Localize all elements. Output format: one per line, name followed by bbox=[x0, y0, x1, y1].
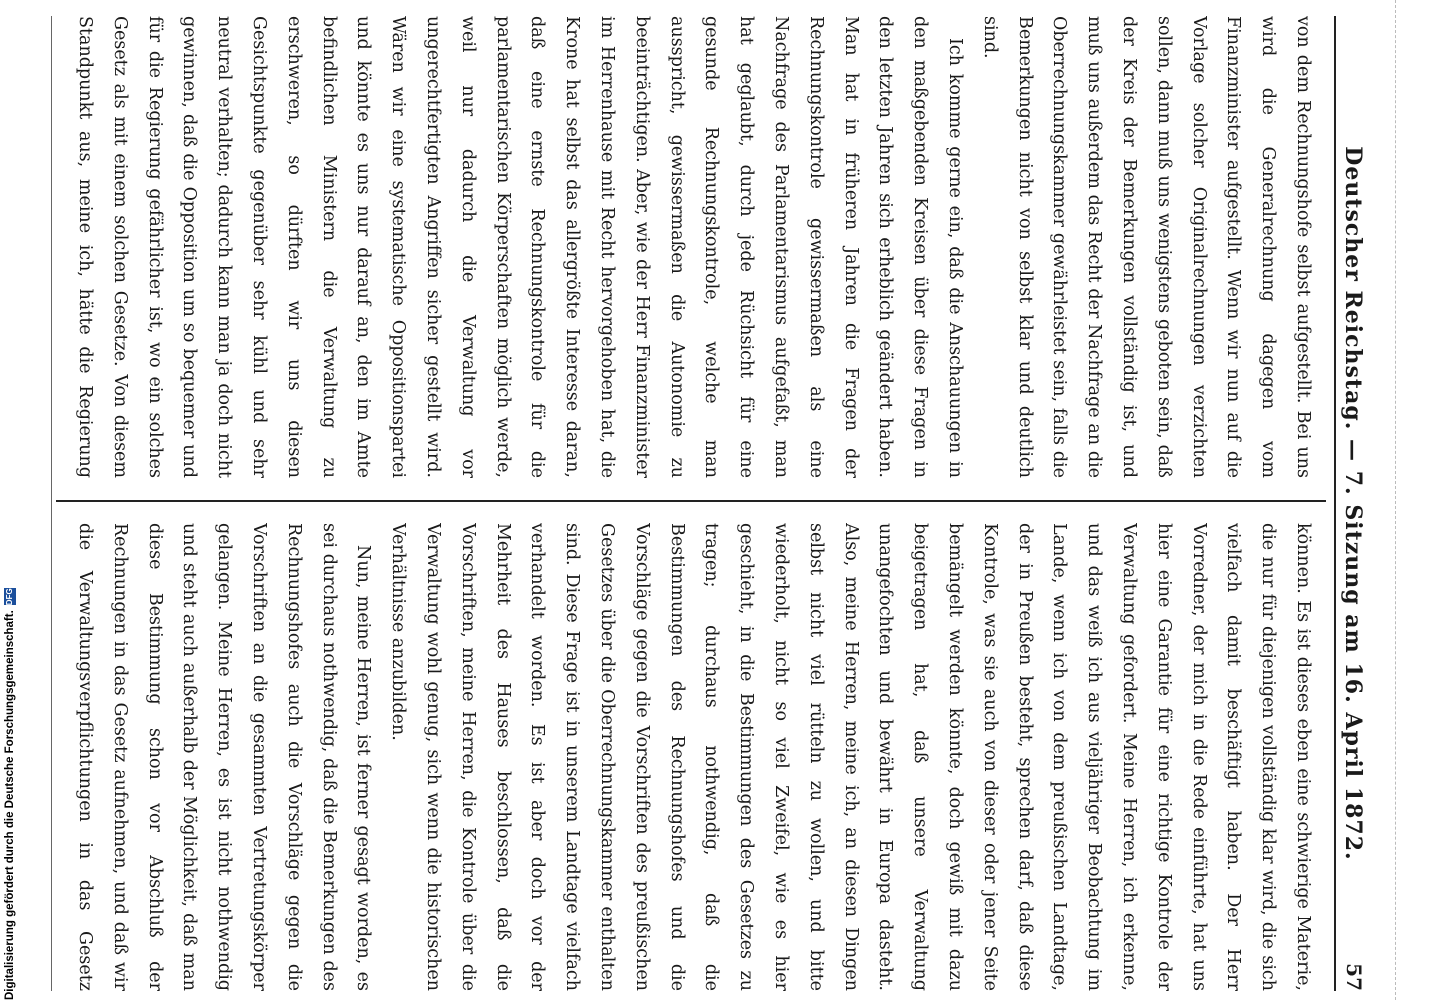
column-divider bbox=[56, 500, 1326, 502]
left-column bbox=[60, 16, 1320, 478]
dfg-logo-icon: DFG bbox=[5, 588, 14, 606]
right-paragraph-1: können. Es ist dieses eben eine schwierige Materie, die nur für diejenigen vollständig klar wird, die sich vielfach damit beschäftigt haben. Der Herr Vorredner, der mich in die Rede einführte, hat uns hier eine Garantie für eine richtige Kontrole der Verwaltung gefordert. Meine Herren, ich erkenne, und das weiß ich aus vieljähriger Beobachtung im Lande, wenn ich von dem preußischen Landtage, der in Preußen besteht, sprechen darf, daß diese Kontrole, was sie auch von dieser oder jener Seite bemängelt werden könnte, doch gewiß mit dazu beigetragen hat, daß unsere Verwaltung unangefochten und bewährt in Europa dasteht. Also, meine Herren, meine ich, an diesen Dingen selbst nicht viel rütteln zu wollen, und bitte wiederholt, nicht so viel Zweifel, wie es hier geschieht, in die Bestimmungen des Gesetzes zu tragen; durchaus nothwendig, daß die Bestimmungen des Rechnungshofes und die Vorschläge gegen die Vorschriften des preußischen Gesetzes über die Oberrechnungskammer enthalten sind. Diese Frage ist in unserem Landtage vielfach verhandelt worden. Es ist aber doch vor der Mehrheit des Hauses beschlossen, daß die Vorschriften, meine Herren, die Kontrole über die Verwaltung wohl genug, sich wenn die historischen Verhältnisse anzubilden. bbox=[388, 523, 1313, 991]
left-paragraph-1: von dem Rechnungshofe selbst aufgestellt. Bei uns wird die Generalrechnung dagegen vom Finanzminister aufgestellt. Wenn wir nun auf die Vorlage solcher Originalrechnungen verzichten sollen, dann muß uns wenigstens geboten sein, daß der Kreis der Bemerkungen vollständig ist, und muß uns außerdem das Recht der Nachfrage an die Oberrechnungskammer gewährleistet sein, falls die Bemerkungen nicht von selbst klar und deutlich sind. bbox=[979, 16, 1313, 478]
page-header bbox=[1334, 16, 1370, 991]
digitization-credit bbox=[0, 588, 20, 1000]
page-number: 57 bbox=[1342, 963, 1366, 991]
document-page bbox=[40, 16, 1370, 991]
scan-edge bbox=[1395, 0, 1396, 1000]
credit-text: Digitalisierung gefördert durch die Deutsche Forschungsgemeinschaft. bbox=[4, 610, 16, 1000]
page-title: Deutscher Reichstag. — 7. Sitzung am 16. April 1872. bbox=[1340, 146, 1366, 861]
left-paragraph-2: Ich komme gerne ein, daß die Anschauungen in den maßgebenden Kreisen über diese Fragen in den letzten Jahren sich erheblich geändert haben. Man hat in früheren Jahren die Fragen der Rechnungskontrole gewissermaßen als eine Nachfrage des Parlamentarismus aufgefaßt, man hat geglaubt, durch jede Rüchsicht für eine gesunde Rechnungskontrole, welche man ausspricht, gewissermaßen die Autonomie zu beeinträchtigen. Aber, wie der Herr Finanzminister im Herrenhause mit Recht hervorgehoben hat, die Krone hat selbst das allergrößte Interesse daran, daß eine ernste Rechnungskontrole für die parlamentarischen Körperschaften möglich werde, weil nur dadurch die Verwaltung vor ungerechtfertigten Angriffen sicher gestellt wird. Wären wir eine systematische Oppositionspartei und könnte es uns nur darauf an, den im Amte befindlichen Ministern die Verwaltung zu erschweren, so dürften wir uns diesen Gesichtspunkte gegenüber sehr kühl und sehr neutral verhalten; dadurch kann man ja doch nicht gewinnen, daß die Opposition um so bequemer und für die Regierung gefährlicher ist, wo ein solches Gesetz als mit einem solchen Gesetze. Von diesem Standpunkt aus, meine ich, hätte die Regierung bbox=[75, 16, 966, 478]
bottom-rule bbox=[51, 16, 52, 991]
right-paragraph-2: Nun, meine Herren, ist ferner gesagt worden, es sei durchaus nothwendig, daß die Bemerkungen des Rechnungshofes auch die Vorschläge gegen die Vorschriften an die gesammten Vertretungskörper gelangen. Meine Herren, es ist nicht nothwendig und steht auch außerhalb der Möglichkeit, daß man diese Bestimmung schon vor Abschluß der Rechnungen in das Gesetz aufnehmen, und daß wir die Verwaltungsverpflichtungen in das Gesetz bbox=[75, 523, 374, 991]
right-column bbox=[60, 523, 1320, 991]
